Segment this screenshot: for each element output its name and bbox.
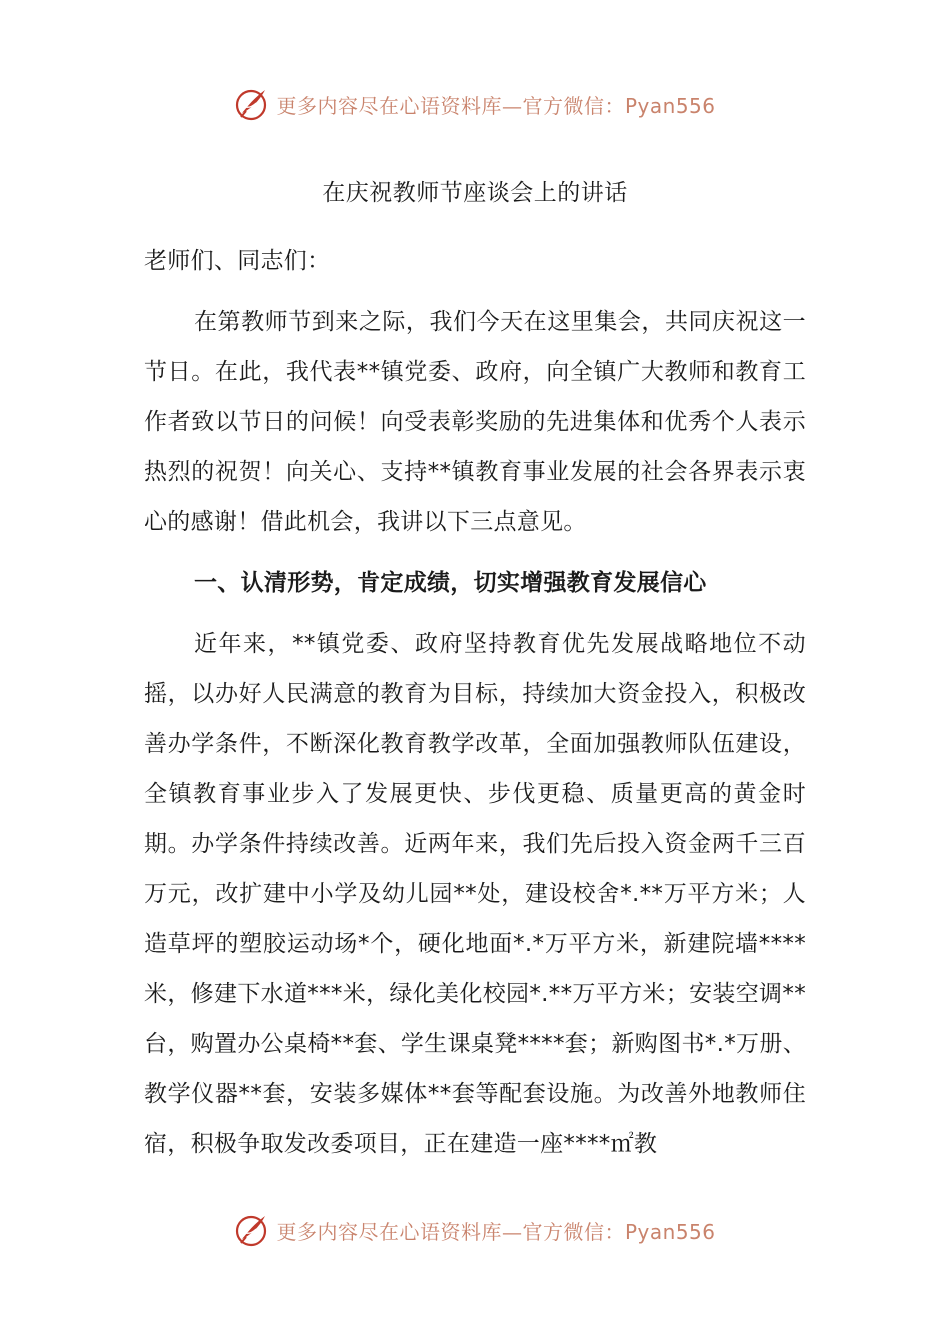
salutation: 老师们、同志们： — [144, 248, 331, 274]
watermark-wechat-label: 官方微信： — [522, 1219, 625, 1244]
watermark-text — [276, 1216, 715, 1245]
paragraph-intro: 在第教师节到来之际，我们今天在这里集会，共同庆祝这一节日。在此，我代表**镇党委、政府，向全镇广大教师和教育工作者致以节日的问候！向受表彰奖励的先进集体和优秀个人表示热烈的祝贺！向关心、支持**镇教育事业发展的社会各界表示衷心的感谢！借此机会，我讲以下三点意见。 — [144, 309, 806, 535]
quill-logo-icon — [234, 86, 270, 122]
watermark-wechat-id: Pyan556 — [624, 1219, 716, 1244]
section-heading-1: 一、认清形势，肯定成绩，切实增强教育发展信心 — [194, 570, 707, 596]
paragraph-section-1: 近年来，**镇党委、政府坚持教育优先发展战略地位不动摇，以办好人民满意的教育为目标，持续加大资金投入，积极改善办学条件，不断深化教育教学改革，全面加强教师队伍建设，全镇教育事业步入了发展更快、步伐更稳、质量更高的黄金时期。办学条件持续改善。近两年来，我们先后投入资金两千三百万元，改扩建中小学及幼儿园**处，建设校舍*.**万平方米；人造草坪的塑胶运动场*个，硬化地面*.*万平方米，新建院墙****米，修建下水道***米，绿化美化校园*.**万平方米；安装空调**台，购置办公桌椅**套、学生课桌凳****套；新购图书*.*万册、教学仪器**套，安装多媒体**套等配套设施。为改善外地教师住宿，积极争取发改委项目，正在建造一座****㎡教 — [144, 631, 806, 1157]
watermark-slogan: 更多内容尽在心语资料库 — [276, 93, 502, 118]
watermark-banner-bottom — [0, 1208, 950, 1252]
watermark-dash: — — [501, 1219, 523, 1244]
document-title: 在庆祝教师节座谈会上的讲话 — [322, 180, 628, 206]
watermark-banner-top — [0, 82, 950, 126]
quill-logo-icon — [234, 1212, 270, 1248]
document-body — [144, 236, 806, 1169]
watermark-text — [276, 90, 715, 119]
watermark-slogan: 更多内容尽在心语资料库 — [276, 1219, 502, 1244]
watermark-dash: — — [501, 93, 523, 118]
watermark-wechat-id: Pyan556 — [624, 93, 716, 118]
watermark-wechat-label: 官方微信： — [522, 93, 625, 118]
